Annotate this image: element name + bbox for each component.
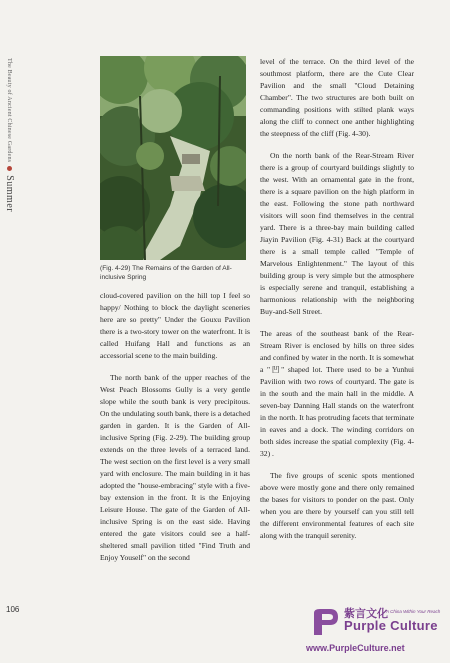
brand-name: Purple Culture: [344, 618, 438, 633]
purple-culture-logo-icon: [310, 607, 340, 637]
brand-chinese: 紫言文化: [344, 607, 388, 620]
watermark: [306, 603, 446, 659]
paragraph: The five groups of scenic spots mentioned above were mostly gone and there only remained the bases for visitors to ponder on the past. Only when you are there by yourself can you still tell the different environmental features of each site along with the tranquil serenity.: [260, 471, 414, 540]
page-number: 106: [6, 605, 20, 614]
spine-header: [4, 58, 18, 228]
brand-url: www.PurpleCulture.net: [306, 643, 405, 653]
series-title: The Beauty of Ancient Chinese Gardens: [6, 58, 12, 163]
garden-photo-image: [100, 56, 246, 260]
right-column: [260, 56, 414, 552]
spine-dot-icon: [7, 166, 12, 171]
photo-caption: (Fig. 4-29) The Remains of the Garden of All-inclusive Spring: [100, 265, 232, 281]
paragraph: On the north bank of the Rear-Stream River there is a group of courtyard buildings slightly to the west. With an ornamental gate in the front, there is a square pavilion on the high platform in the east. Following the stone path northward visitors will soon find themselves in the central yard. There is a three-bay main building called Jiayin Pavilion (Fig. 4-31) Back at the courtyard there is a small temple called "Temple of Marvelous Enlightenment." The layout of this building group is very simple but the atmosphere is especially serene and tranquil, establishing a harmonious relationship with the neighboring Buy-and-Sell Street.: [260, 151, 414, 316]
paragraph: The north bank of the upper reaches of the West Peach Blossoms Gully is a very gentle slope while the south bank is very precipitous. On the undulating south bank, there is a detached garden in garden. It is the Garden of All-inclusive Spring (Fig. 2-29). The building group extends on the three levels of a terraced land. The west section on the first level is a very small yard with enclosure. The main building in it has adopted the "house-embracing" style with a five-bay extension in the front. It is the Enjoying Leisure House. The gate of the Garden of All-inclusive Spring is on the east side. Having entered the gate visitors could see a half-sheltered small pavilion titled "Find Truth and Enjoy Youself" on the second: [100, 373, 250, 562]
paragraph: The areas of the southeast bank of the Rear-Stream River is enclosed by hills on three sides and confined by water in the north. It is somewhat a "凹" shaped lot. There used to be a Yunhui Pavilion with two rows of courtyard. The gate is in the south and the main hall in the middle. A seven-bay Danning Hall stands on the waterfront in the north. It has protruding facets that terminate in eaves and a dock. The winding corridors on both sides increase the spatial complexity (Fig. 4-32) .: [260, 329, 414, 458]
left-column: [100, 290, 250, 574]
brand-tagline: A China Within Your Reach: [386, 609, 441, 614]
paragraph: level of the terrace. On the third level of the southmost platform, there are the Cute Clear Pavilion and the small "Cloud Detaining Chamber". The two structures are both built on commanding positions with stilted plank ways along the cliff to connect one anther highlighting the steepness of the cliff (Fig. 4-30).: [260, 57, 414, 138]
book-title: Summer: [4, 175, 15, 213]
garden-photo: [100, 56, 246, 260]
paragraph: cloud-covered pavilion on the hill top I feel so happy/ Nothing to block the daylight sceneries here are so pretty" Under the Gouxu Pavilion there is a two-story tower on the waterfront. It is called Huifang Hall and functions as an accessorial scene to the main building.: [100, 291, 250, 360]
